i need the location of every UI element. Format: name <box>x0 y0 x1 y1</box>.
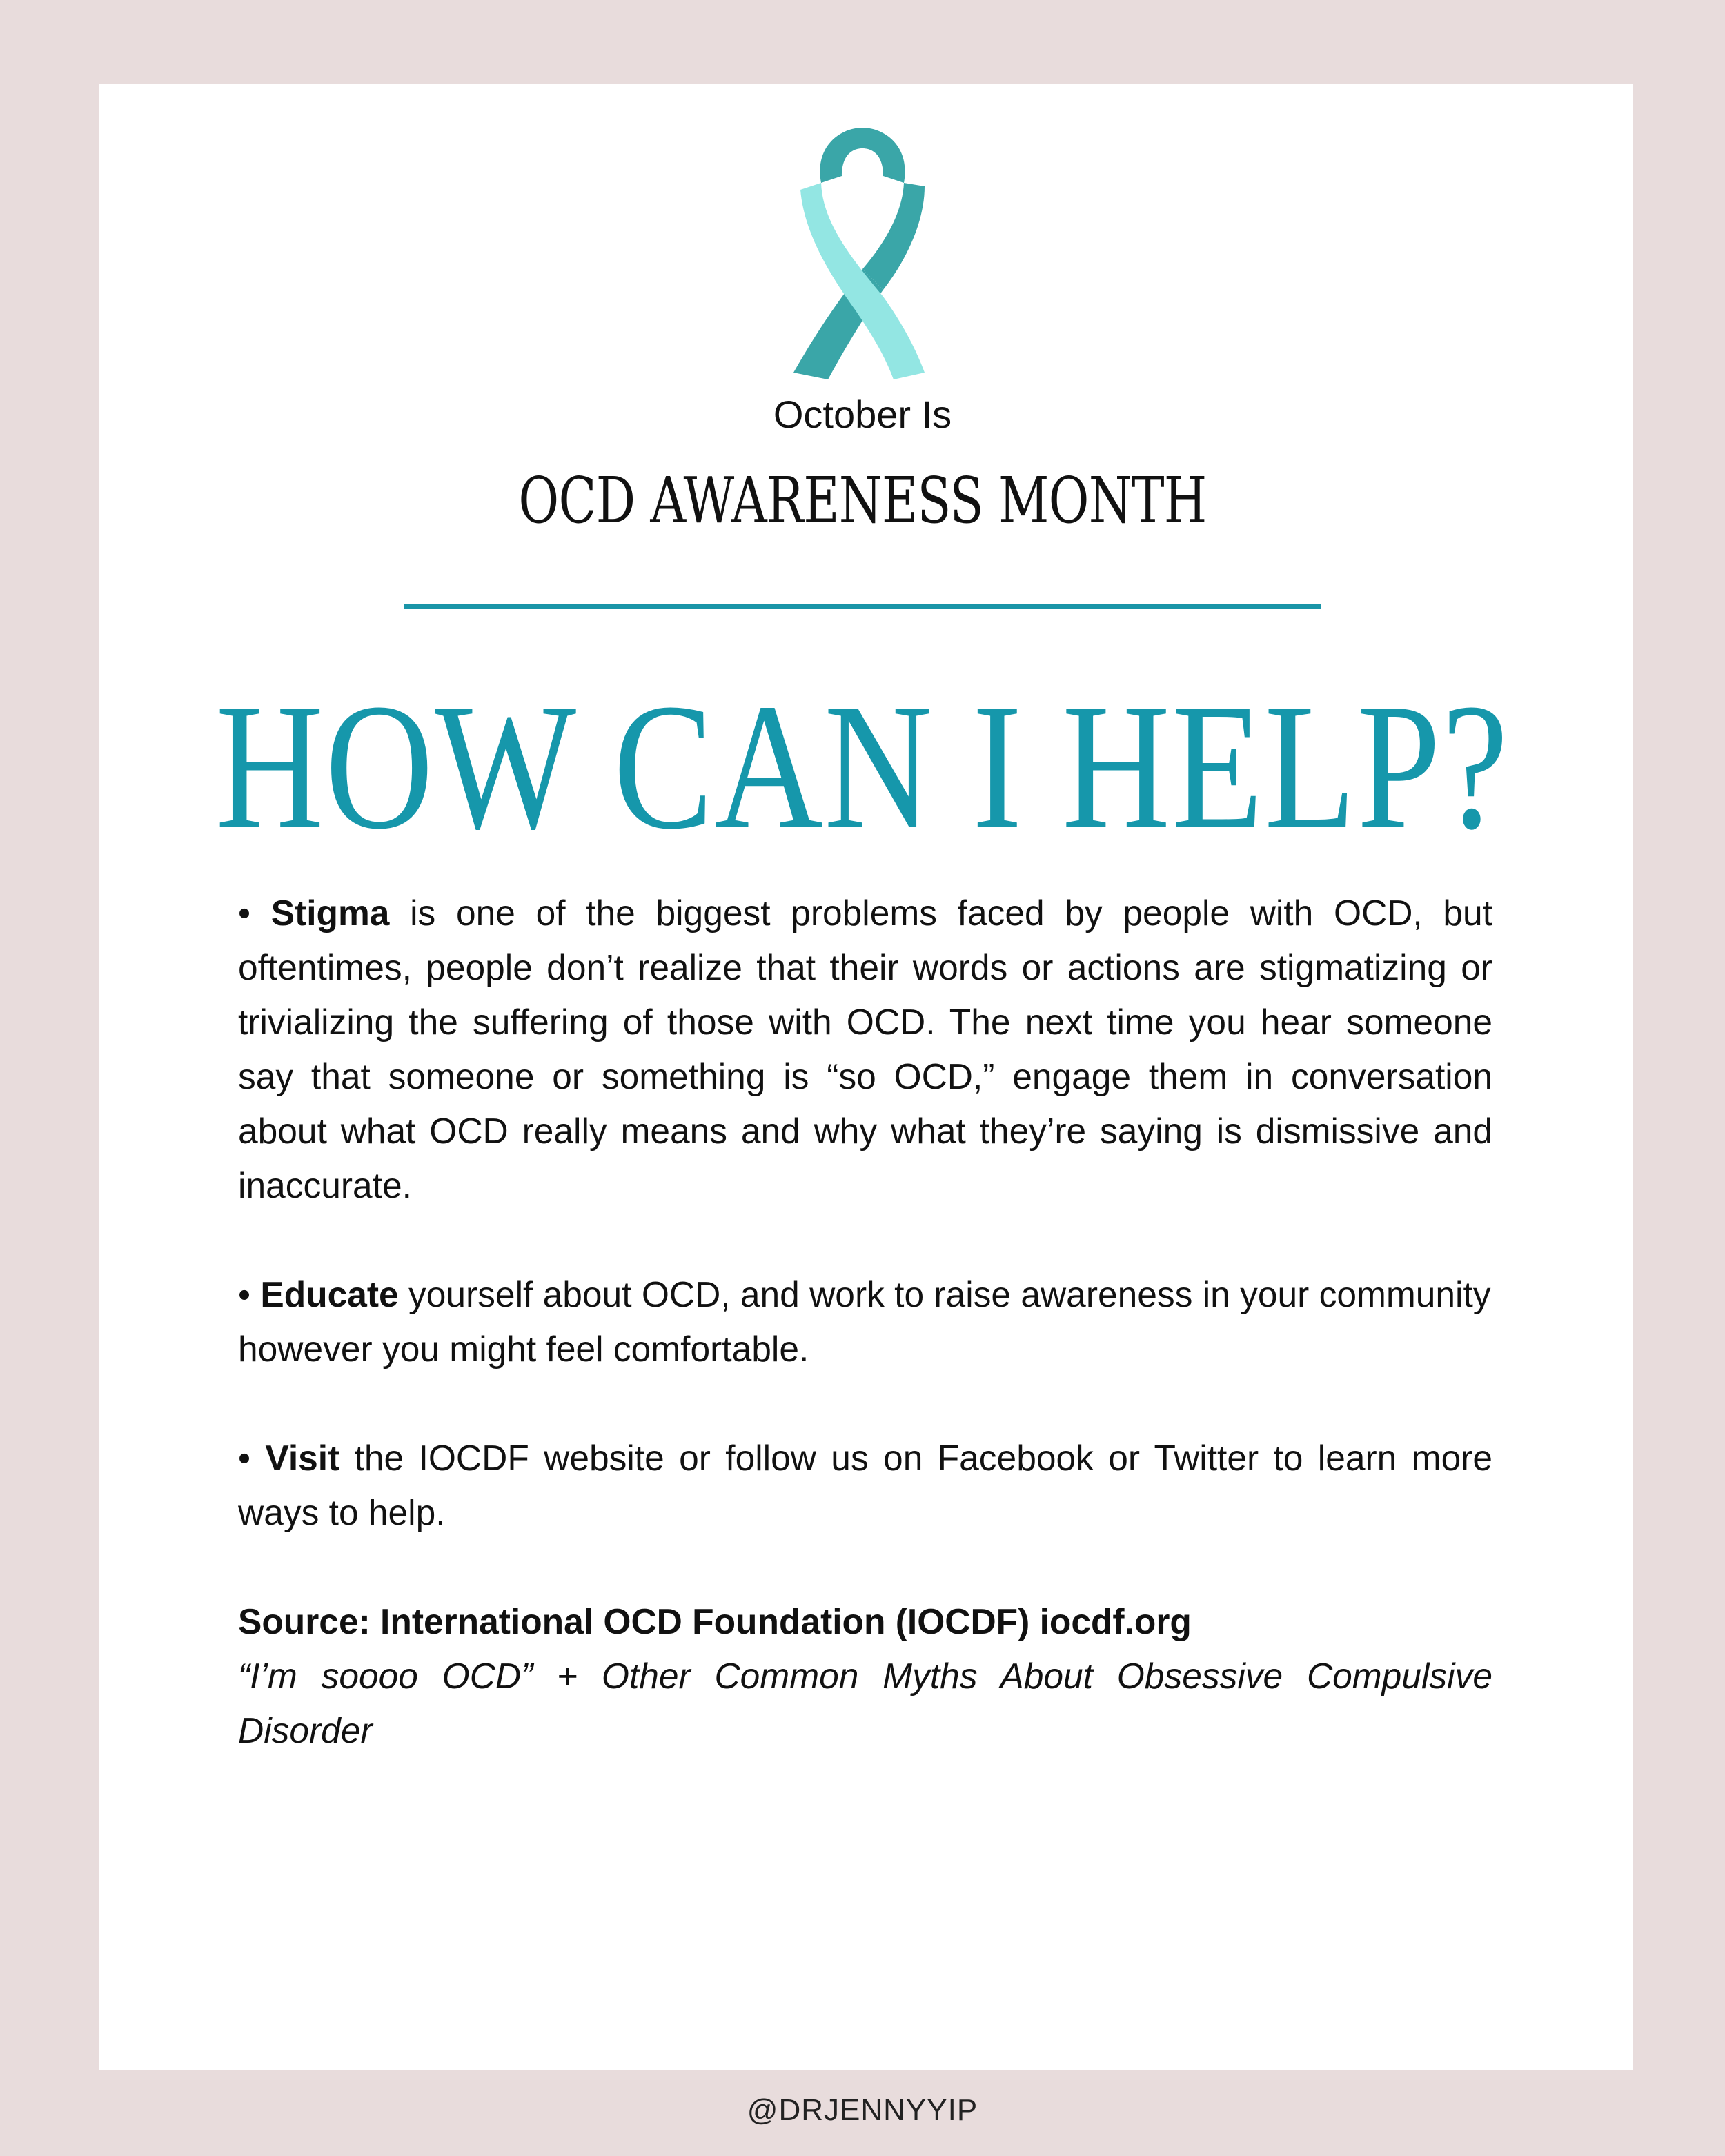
divider-line <box>404 604 1321 609</box>
subtitle-heading: OCD AWARENESS MONTH <box>518 464 1207 537</box>
bullet-keyword: Stigma <box>270 893 390 933</box>
source-block <box>238 1594 1492 1758</box>
footer-handle: @DRJENNYYIP <box>747 2093 978 2127</box>
source-label: Source: International OCD Foundation (IOCDF) iocdf.org <box>238 1601 1192 1641</box>
source-title: “I’m soooo OCD” + Other Common Myths About Obsessive Compulsive Disorder <box>238 1656 1492 1750</box>
headline: HOW CAN I HELP? <box>215 666 1510 867</box>
bullet-visit <box>238 1431 1492 1540</box>
bullet-stigma <box>238 886 1492 1213</box>
bullet-text: the IOCDF website or follow us on Facebook or Twitter to learn more ways to help. <box>238 1438 1493 1532</box>
awareness-ribbon-icon <box>780 124 945 379</box>
bullet-keyword: Educate <box>260 1274 399 1314</box>
bullet-text: yourself about OCD, and work to raise awareness in your community <box>408 1274 1491 1314</box>
bullet-marker: • <box>238 893 251 933</box>
bullet-text-continued: however you might feel comfortable. <box>238 1329 809 1369</box>
bullet-keyword: Visit <box>265 1438 340 1478</box>
bullet-educate <box>238 1267 1492 1376</box>
bullet-text: is one of the biggest problems faced by people with OCD, but oftentimes, people don’t realize that their words or actions are stigmatizing or trivializing the suffering of those with OCD. The next time you hear someone say that someone or something is “so OCD,” engage them in conversation about what OCD really means and why what they’re saying is dismissive and inaccurate. <box>238 893 1493 1205</box>
body-text <box>238 886 1492 1758</box>
eyebrow-text: October Is <box>773 393 952 436</box>
bullet-marker: • <box>238 1438 251 1478</box>
bullet-marker: • <box>238 1274 251 1314</box>
